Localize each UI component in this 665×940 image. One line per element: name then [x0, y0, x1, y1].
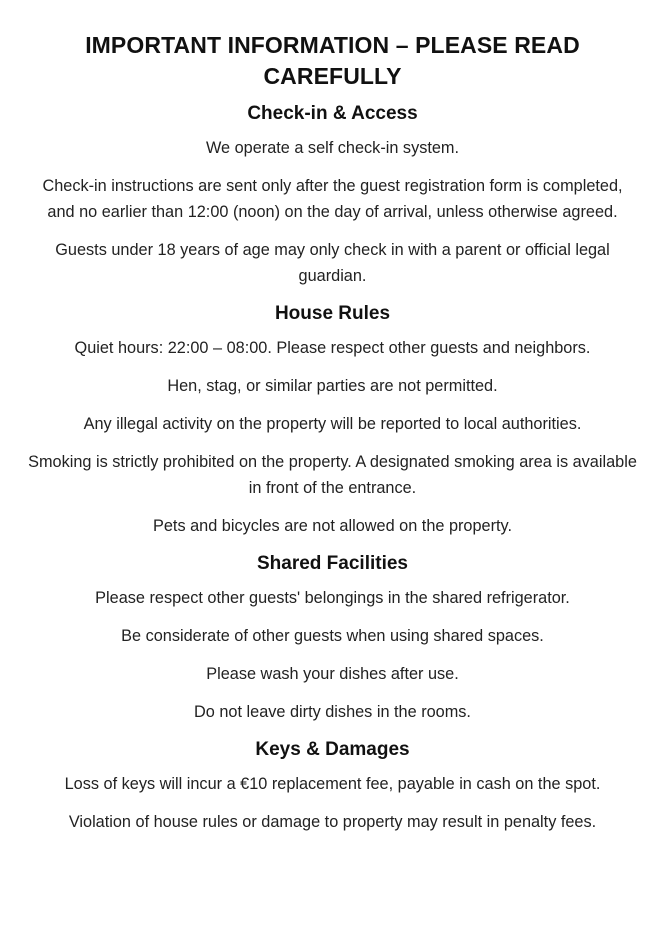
section-check-in-access — [28, 102, 637, 289]
paragraph-no-parties: Hen, stag, or similar parties are not permitted. — [167, 377, 498, 395]
paragraph-dirty-dishes: Do not leave dirty dishes in the rooms. — [194, 703, 471, 721]
section-house-rules — [28, 302, 637, 539]
paragraph-key-loss-fee: Loss of keys will incur a €10 replacement fee, payable in cash on the spot. — [64, 775, 601, 793]
paragraph-check-in-instructions: Check-in instructions are sent only after the guest registration form is completed, and no earlier than 12:00 (noon) on the day of arrival, unless otherwise agreed. — [42, 177, 623, 221]
paragraph-illegal-activity: Any illegal activity on the property will be reported to local authorities. — [83, 415, 582, 433]
paragraph-pets-bicycles: Pets and bicycles are not allowed on the property. — [153, 517, 512, 535]
section-heading-house-rules: House Rules — [274, 303, 391, 324]
paragraph-refrigerator: Please respect other guests' belongings in the shared refrigerator. — [95, 589, 570, 607]
section-heading-keys-damages: Keys & Damages — [255, 739, 410, 760]
page-title: IMPORTANT INFORMATION – PLEASE READ CAREFULLY — [85, 32, 580, 89]
paragraph-self-check-in: We operate a self check-in system. — [205, 139, 460, 157]
paragraph-age-requirement: Guests under 18 years of age may only check in with a parent or official legal guardian. — [55, 241, 610, 285]
section-keys-damages — [28, 738, 637, 835]
paragraph-quiet-hours: Quiet hours: 22:00 – 08:00. Please respect other guests and neighbors. — [74, 339, 591, 357]
section-heading-shared-facilities: Shared Facilities — [256, 553, 408, 574]
paragraph-wash-dishes: Please wash your dishes after use. — [206, 665, 459, 683]
paragraph-shared-spaces: Be considerate of other guests when using shared spaces. — [121, 627, 544, 645]
section-shared-facilities — [28, 552, 637, 725]
paragraph-smoking: Smoking is strictly prohibited on the property. A designated smoking area is available in front of the entrance. — [28, 453, 637, 497]
paragraph-penalty-fees: Violation of house rules or damage to property may result in penalty fees. — [68, 813, 597, 831]
section-heading-check-in-access: Check-in & Access — [247, 103, 418, 124]
